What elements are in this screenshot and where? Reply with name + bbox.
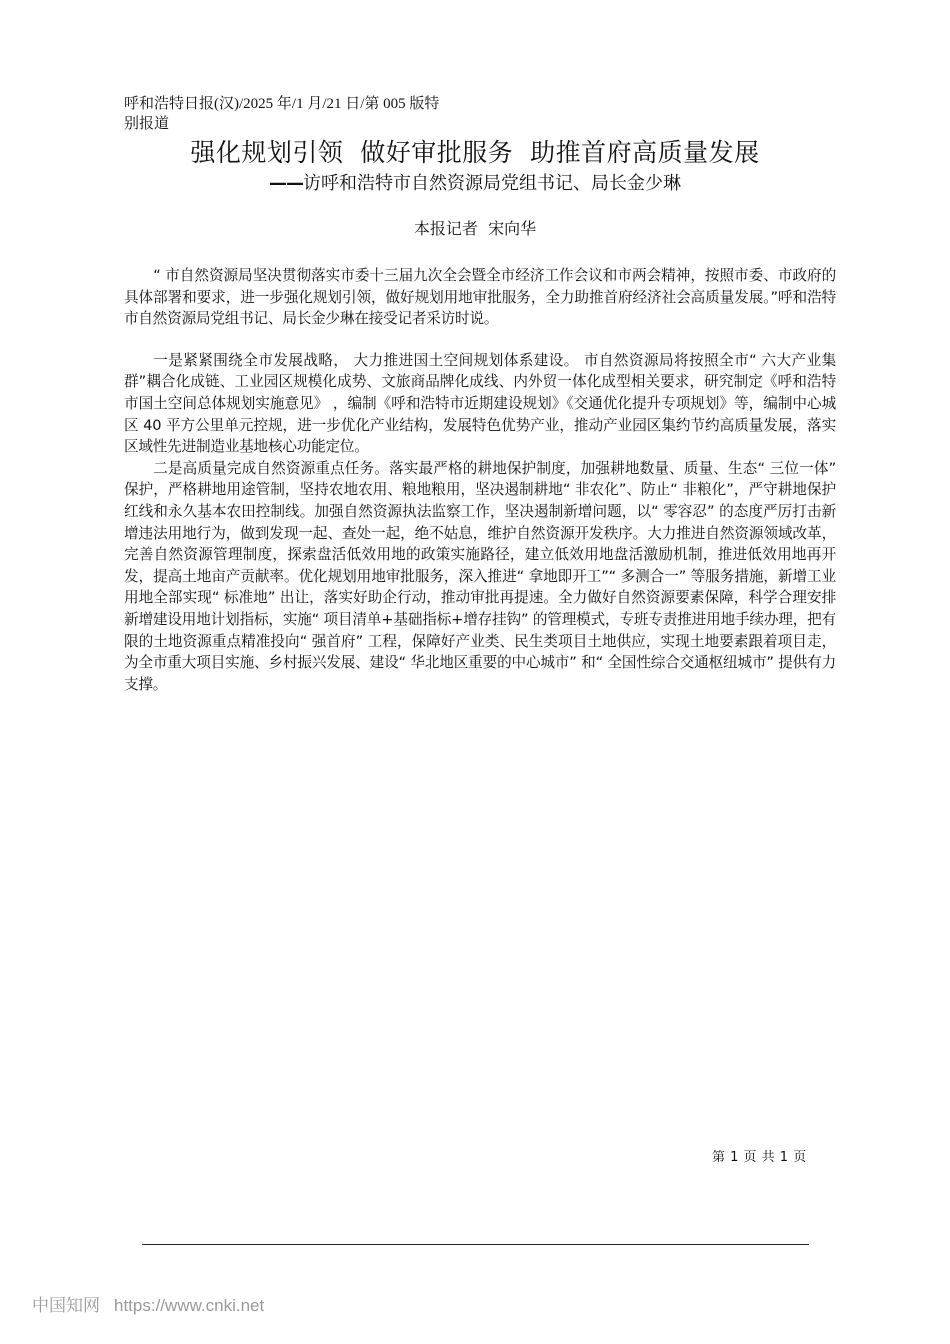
paragraph-first-point: 一是紧紧围绕全市发展战略， 大力推进国土空间规划体系建设。 市自然资源局将按照全市“ 六大产业集群”耦合化成链、工业园区规模化成势、文旅商品牌化成线、内外贸一体化成型相关要求，研究制定《呼和浩特市国土空间总体规划实施意见》 ，编制《呼和浩特市近期建设规划》《交通优化提升专项规划》等，编制中心城区 40 平方公里单元控规，进一步优化产业结构，发展特色优势产业，推动产业园区集约节约高质量发展，落实区域性先进制造业基地核心功能定位。	[124, 351, 836, 456]
cnki-watermark	[32, 1295, 264, 1317]
subheadline-dash: ——	[269, 173, 303, 194]
article-body	[124, 265, 836, 695]
subheadline	[0, 172, 950, 196]
headline: 强化规划引领 做好审批服务 助推首府高质量发展	[190, 138, 760, 167]
subheadline-text: 访呼和浩特市自然资源局党组书记、局长金少琳	[303, 173, 681, 194]
page-number: 第 1 页 共 1 页	[712, 1150, 807, 1165]
source-line: 呼和浩特日报(汉)/2025 年/1 月/21 日/第 005 版特别报道	[124, 96, 440, 132]
paragraph-intro: “ 市自然资源局坚决贯彻落实市委十三届九次全会暨全市经济工作会议和市两会精神，按照市委、市政府的具体部署和要求，进一步强化规划引领，做好规划用地审批服务，全力助推首府经济社会高质量发展。”呼和浩特市自然资源局党组书记、局长金少琳在接受记者采访时说。	[124, 267, 836, 328]
watermark-brand: 中国知网	[32, 1296, 100, 1315]
byline: 本报记者 宋向华	[413, 219, 537, 238]
paragraph-second-point: 二是高质量完成自然资源重点任务。落实最严格的耕地保护制度，加强耕地数量、质量、生态“ 三位一体” 保护，严格耕地用途管制，坚持农地农用、粮地粮用，坚决遏制耕地“ 非农化”、防止“ 非粮化”，严守耕地保护红线和永久基本农田控制线。加强自然资源执法监察工作，坚决遏制新增问题，以“ 零容忍” 的态度严厉打击新增违法用地行为，做到发现一起、查处一起，绝不姑息，维护自然资源开发秩序。大力推进自然资源领域改革，完善自然资源管理制度，探索盘活低效用地的政策实施路径，建立低效用地盘活激励机制，推进低效用地再开发，提高土地亩产贡献率。优化规划用地审批服务，深入推进“ 拿地即开工”“ 多测合一” 等服务措施，新增工业用地全部实现“ 标准地” 出让，落实好助企行动，推动审批再提速。全力做好自然资源要素保障，科学合理安排新增建设用地计划指标，实施“ 项目清单+基础指标+增存挂钩” 的管理模式，专班专责推进用地手续办理，把有限的土地资源重点精准投向“ 强首府” 工程，保障好产业类、民生类项目土地供应，实现土地要素跟着项目走，为全市重大项目实施、乡村振兴发展、建设“ 华北地区重要的中心城市” 和“ 全国性综合交通枢纽城市” 提供有力支撑。	[124, 459, 836, 693]
watermark-url: https://www.cnki.net	[114, 1296, 265, 1315]
footer-divider	[142, 1244, 809, 1245]
